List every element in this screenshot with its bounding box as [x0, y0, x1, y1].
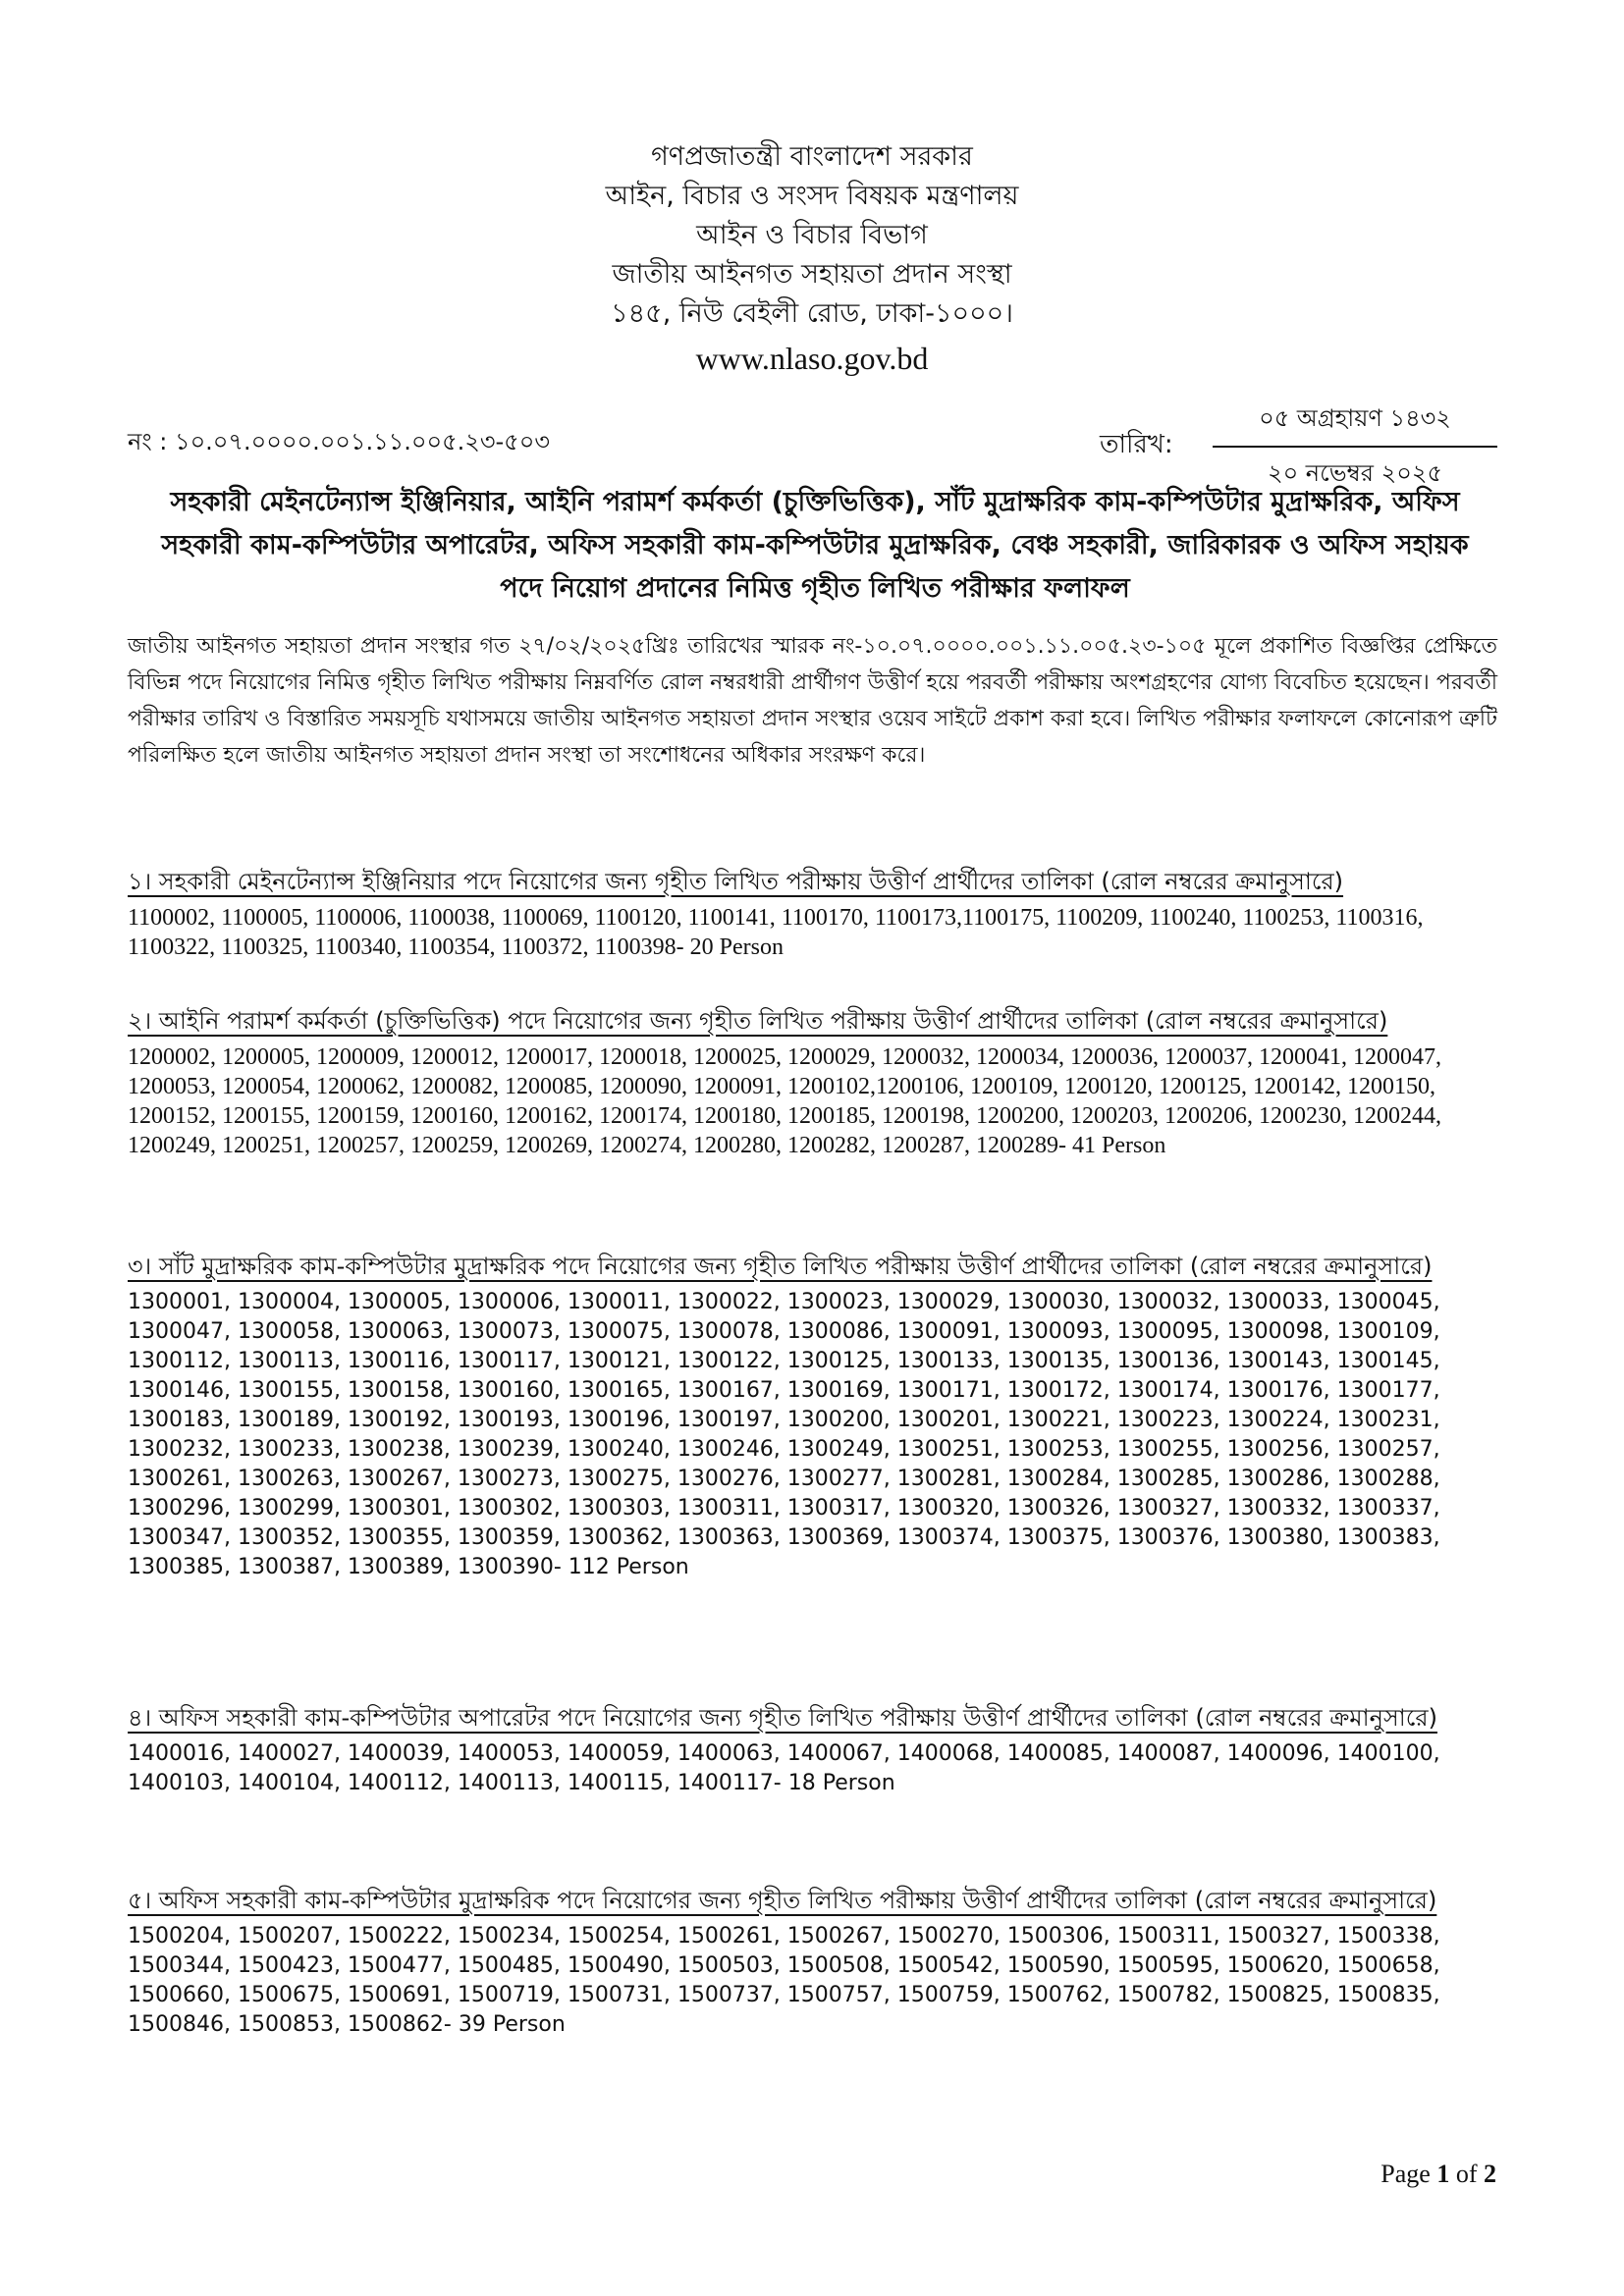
result-section-2 [128, 1003, 1502, 1160]
roll-number-list: 1500204, 1500207, 1500222, 1500234, 1500254, 1500261, 1500267, 1500270, 1500306, 1500311, 1500327, 1500338, 1500344, 1500423, 1500477, 1500485, 1500490, 1500503, 1500508, 1500542, 1500590, 1500595, 1500620, 1500658, 1500660, 1500675, 1500691, 1500719, 1500731, 1500737, 1500757, 1500759, 1500762, 1500782, 1500825, 1500835, 1500846, 1500853, 1500862- 39 Person [128, 1924, 1440, 2037]
memo-date-english: ২০ নভেম্বর ২০২৫ [1267, 459, 1443, 487]
roll-number-list: 1200002, 1200005, 1200009, 1200012, 1200017, 1200018, 1200025, 1200029, 1200032, 1200034, 1200036, 1200037, 1200041, 1200047, 1200053, 1200054, 1200062, 1200082, 1200085, 1200090, 1200091, 1200102,1200106, 1200109, 1200120, 1200125, 1200142, 1200150, 1200152, 1200155, 1200159, 1200160, 1200162, 1200174, 1200180, 1200185, 1200198, 1200200, 1200203, 1200206, 1200230, 1200244, 1200249, 1200251, 1200257, 1200259, 1200269, 1200274, 1200280, 1200282, 1200287, 1200289- 41 Person [128, 1044, 1441, 1158]
page-current: 1 [1436, 2160, 1450, 2188]
section-heading: ৫। অফিস সহকারী কাম-কম্পিউটার মুদ্রাক্ষরিক পদে নিয়োগের জন্য গৃহীত লিখিত পরীক্ষায় উত্তীর্ণ প্রার্থীদের তালিকা (রোল নম্বরের ক্রমানুসারে) [128, 1887, 1437, 1914]
roll-number-list: 1100002, 1100005, 1100006, 1100038, 1100069, 1100120, 1100141, 1100170, 1100173,1100175, 1100209, 1100240, 1100253, 1100316, 1100322, 1100325, 1100340, 1100354, 1100372, 1100398- 20 Person [128, 905, 1424, 960]
roll-number-list: 1300001, 1300004, 1300005, 1300006, 1300011, 1300022, 1300023, 1300029, 1300030, 1300032, 1300033, 1300045, 1300047, 1300058, 1300063, 1300073, 1300075, 1300078, 1300086, 1300091, 1300093, 1300095, 1300098, 1300109, 1300112, 1300113, 1300116, 1300117, 1300121, 1300122, 1300125, 1300133, 1300135, 1300136, 1300143, 1300145, 1300146, 1300155, 1300158, 1300160, 1300165, 1300167, 1300169, 1300171, 1300172, 1300174, 1300176, 1300177, 1300183, 1300189, 1300192, 1300193, 1300196, 1300197, 1300200, 1300201, 1300221, 1300223, 1300224, 1300231, 1300232, 1300233, 1300238, 1300239, 1300240, 1300246, 1300249, 1300251, 1300253, 1300255, 1300256, 1300257, 1300261, 1300263, 1300267, 1300273, 1300275, 1300276, 1300277, 1300281, 1300284, 1300285, 1300286, 1300288, 1300296, 1300299, 1300301, 1300302, 1300303, 1300311, 1300317, 1300320, 1300326, 1300327, 1300332, 1300337, 1300347, 1300352, 1300355, 1300359, 1300362, 1300363, 1300369, 1300374, 1300375, 1300376, 1300380, 1300383, 1300385, 1300387, 1300389, 1300390- 112 Person [128, 1290, 1440, 1579]
memo-reference-number: নং : ১০.০৭.০০০০.০০১.১১.০০৫.২৩-৫০৩ [128, 428, 550, 455]
page-total: 2 [1484, 2160, 1496, 2188]
letterhead [0, 137, 1624, 381]
letterhead-ministry: আইন, বিচার ও সংসদ বিষয়ক মন্ত্রণালয় [605, 181, 1019, 211]
page-prefix: Page [1380, 2160, 1437, 2188]
notice-title: সহকারী মেইনটেন্যান্স ইঞ্জিনিয়ার, আইনি পরামর্শ কর্মকর্তা (চুক্তিভিত্তিক), সাঁট মুদ্রাক্ষরিক কাম-কম্পিউটার মুদ্রাক্ষরিক, অফিস সহকারী কাম-কম্পিউটার অপারেটর, অফিস সহকারী কাম-কম্পিউটার মুদ্রাক্ষরিক, বেঞ্চ সহকারী, জারিকারক ও অফিস সহায়ক পদে নিয়োগ প্রদানের নিমিত্ত গৃহীত লিখিত পরীক্ষার ফলাফল [161, 487, 1469, 604]
result-section-5 [128, 1883, 1502, 2040]
section-heading: ১। সহকারী মেইনটেন্যান্স ইঞ্জিনিয়ার পদে নিয়োগের জন্য গৃহীত লিখিত পরীক্ষায় উত্তীর্ণ প্রার্থীদের তালিকা (রোল নম্বরের ক্রমানুসারে) [128, 868, 1344, 895]
section-heading: ৪। অফিস সহকারী কাম-কম্পিউটার অপারেটর পদে নিয়োগের জন্য গৃহীত লিখিত পরীক্ষায় উত্তীর্ণ প্রার্থীদের তালিকা (রোল নম্বরের ক্রমানুসারে) [128, 1704, 1437, 1732]
page-middle: of [1449, 2160, 1484, 2188]
letterhead-organization: জাতীয় আইনগত সহায়তা প্রদান সংস্থা [612, 259, 1012, 290]
memo-date-label: তারিখ: [1100, 430, 1173, 459]
letterhead-website: www.nlaso.gov.bd [695, 341, 929, 376]
section-heading: ২। আইনি পরামর্শ কর্মকর্তা (চুক্তিভিত্তিক) পদে নিয়োগের জন্য গৃহীত লিখিত পরীক্ষায় উত্তীর্ণ প্রার্থীদের তালিকা (রোল নম্বরের ক্রমানুসারে) [128, 1007, 1388, 1035]
page-number [1380, 2160, 1496, 2189]
letterhead-division: আইন ও বিচার বিভাগ [696, 220, 928, 250]
letterhead-address: ১৪৫, নিউ বেইলী রোড, ঢাকা-১০০০। [611, 298, 1013, 329]
result-section-4 [128, 1700, 1502, 1798]
section-heading: ৩। সাঁট মুদ্রাক্ষরিক কাম-কম্পিউটার মুদ্রাক্ষরিক পদে নিয়োগের জন্য গৃহীত লিখিত পরীক্ষায় উত্তীর্ণ প্রার্থীদের তালিকা (রোল নম্বরের ক্রমানুসারে) [128, 1253, 1433, 1280]
result-section-1 [128, 864, 1502, 962]
memo-date-bangla: ০৫ অগ্রহায়ণ ১৪৩২ [1213, 400, 1497, 448]
roll-number-list: 1400016, 1400027, 1400039, 1400053, 1400059, 1400063, 1400067, 1400068, 1400085, 1400087, 1400096, 1400100, 1400103, 1400104, 1400112, 1400113, 1400115, 1400117- 18 Person [128, 1741, 1440, 1795]
notice-intro-paragraph: জাতীয় আইনগত সহায়তা প্রদান সংস্থার গত ২৭/০২/২০২৫খ্রিঃ তারিখের স্মারক নং-১০.০৭.০০০০.০০১.১১.০০৫.২৩-১০৫ মূলে প্রকাশিত বিজ্ঞপ্তির প্রেক্ষিতে বিভিন্ন পদে নিয়োগের নিমিত্ত গৃহীত লিখিত পরীক্ষায় নিম্নবর্ণিত রোল নম্বরধারী প্রার্থীগণ উত্তীর্ণ হয়ে পরবর্তী পরীক্ষায় অংশগ্রহণের যোগ্য বিবেচিত হয়েছেন। পরবর্তী পরীক্ষার তারিখ ও বিস্তারিত সময়সূচি যথাসময়ে জাতীয় আইনগত সহায়তা প্রদান সংস্থার ওয়েব সাইটে প্রকাশ করা হবে। লিখিত পরীক্ষার ফলাফলে কোনোরূপ ত্রুটি পরিলক্ষিত হলে জাতীয় আইনগত সহায়তা প্রদান সংস্থা তা সংশোধনের অধিকার সংরক্ষণ করে। [128, 634, 1497, 768]
result-section-3 [128, 1249, 1502, 1582]
letterhead-government: গণপ্রজাতন্ত্রী বাংলাদেশ সরকার [651, 141, 973, 172]
